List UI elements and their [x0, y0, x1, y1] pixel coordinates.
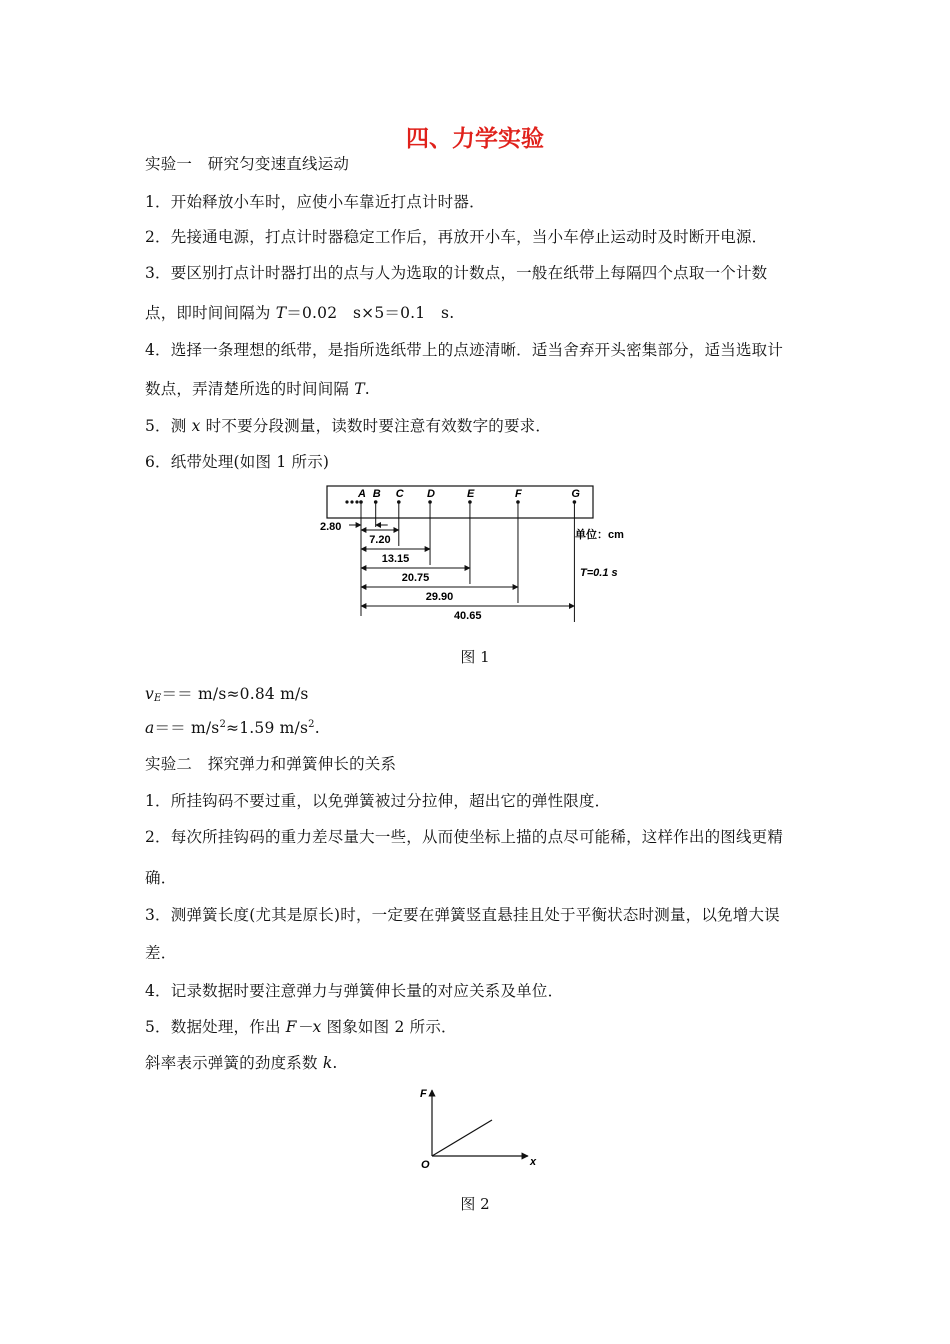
exp2-item-3-line1: 3．测弹簧长度(尤其是原长)时，一定要在弹簧竖直悬挂且处于平衡状态时测量，以免增大误 — [145, 906, 780, 924]
point-F-label: F — [514, 488, 522, 500]
figure2-caption: 图 2 — [460, 1195, 490, 1213]
point-G-label: G — [571, 488, 580, 500]
distance-label: 29.90 — [425, 591, 454, 603]
exp1-item-6: 6．纸带处理(如图 1 所示) — [145, 453, 330, 471]
exp2-item-5: 5．数据处理，作出 F－x 图象如图 2 所示． — [145, 1018, 457, 1036]
exp1-item-3-line2: 点，即时间间隔为 T＝0.02 s×5＝0.1 s. — [145, 304, 455, 322]
distance-label: 2.80 — [320, 521, 342, 533]
exp1-item-4-line2: 数点，弄清楚所选的时间间隔 T. — [145, 380, 370, 398]
fx-line — [432, 1120, 492, 1156]
point-B-label: B — [372, 488, 381, 500]
acceleration-formula: $a== m/s^2\approx 1.59$ $m/s^2$. — [145, 719, 320, 737]
distance-label: 20.75 — [401, 572, 430, 584]
exp1-item-2: 2．先接通电源，打点计时器稳定工作后，再放开小车，当小车停止运动时及时断开电源． — [145, 228, 768, 246]
period-label: T=0.1 s — [580, 567, 618, 579]
point-D-label: D — [427, 488, 435, 500]
distance-label: 40.65 — [453, 610, 482, 622]
figure1-tape-diagram — [300, 478, 650, 623]
tape-dot — [350, 500, 353, 503]
exp2-slope-note: 斜率表示弹簧的劲度系数 k. — [145, 1054, 338, 1072]
exp2-item-3-line2: 差． — [145, 944, 177, 962]
y-axis-label: F — [420, 1088, 427, 1100]
velocity-formula: $v_E== m/s\approx 0.84$ m/s — [145, 685, 309, 704]
tape-dot — [345, 500, 348, 503]
exp2-item-1: 1．所挂钩码不要过重，以免弹簧被过分拉伸，超出它的弹性限度． — [145, 792, 611, 810]
figure1-caption: 图 1 — [460, 648, 490, 666]
origin-label: O — [421, 1159, 430, 1171]
exp1-heading: 实验一 研究匀变速直线运动 — [145, 155, 350, 173]
figure2-fx-graph — [410, 1080, 550, 1175]
page-title: 四、力学实验 — [406, 126, 544, 152]
distance-label: 13.15 — [381, 553, 410, 565]
exp1-item-1: 1．开始释放小车时，应使小车靠近打点计时器． — [145, 193, 485, 211]
exp1-item-4-line1: 4．选择一条理想的纸带，是指所选纸带上的点迹清晰．适当舍弃开头密集部分，适当选取计 — [145, 341, 784, 359]
point-A-label: A — [358, 488, 366, 500]
exp1-item-5: 5．测 x 时不要分段测量，读数时要注意有效数字的要求． — [145, 417, 552, 435]
exp1-item-3-line1: 3．要区别打点计时器打出的点与人为选取的计数点，一般在纸带上每隔四个点取一个计数 — [145, 264, 768, 282]
exp2-item-4: 4．记录数据时要注意弹力与弹簧伸长量的对应关系及单位． — [145, 982, 564, 1000]
distance-label: 7.20 — [369, 534, 391, 546]
exp2-item-2-line1: 2．每次所挂钩码的重力差尽量大一些，从而使坐标上描的点尽可能稀，这样作出的图线更精 — [145, 828, 784, 846]
point-C-label: C — [395, 488, 404, 500]
point-E-label: E — [466, 488, 475, 500]
tape-dot — [355, 500, 358, 503]
x-axis-label: x — [530, 1156, 537, 1168]
exp2-item-2-line2: 确． — [145, 869, 177, 887]
exp2-heading: 实验二 探究弹力和弹簧伸长的关系 — [145, 755, 397, 773]
tape-strip — [327, 486, 593, 518]
unit-label: 单位：cm — [575, 529, 624, 541]
